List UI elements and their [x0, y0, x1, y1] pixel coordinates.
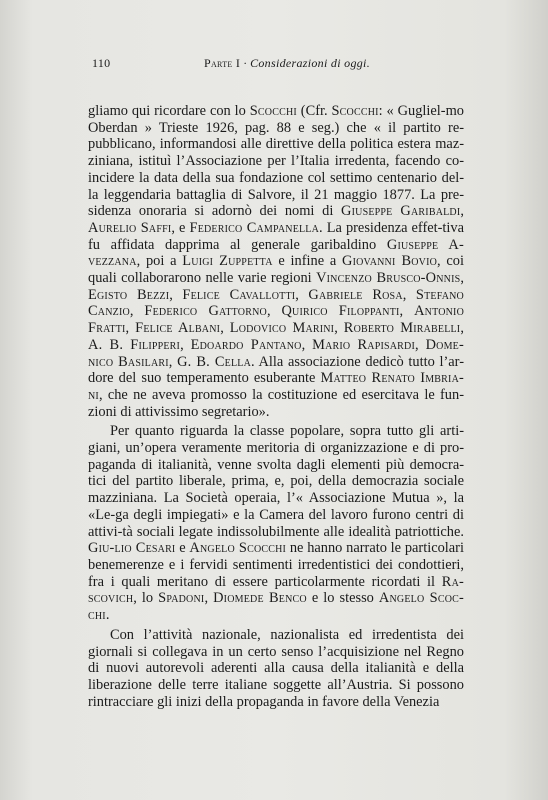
text-run: , poi a [136, 253, 183, 270]
text-run: e lo stesso [306, 590, 379, 607]
proper-name: G. B. Cella [177, 353, 251, 370]
text-run: , [204, 590, 214, 607]
proper-name: Spadoni [158, 590, 205, 607]
text-run: , e [171, 219, 190, 236]
text-run: . [105, 607, 110, 624]
proper-name: Angelo Scocchi [189, 540, 287, 557]
proper-name: Quirico Filoppanti [281, 303, 400, 320]
text-run: e infine a [272, 253, 343, 270]
proper-name: Scocchi [331, 103, 379, 119]
running-title [204, 56, 370, 71]
text-run: (Cfr. [296, 103, 332, 119]
text-run: , [169, 286, 183, 303]
proper-name: Lodovico Marini [229, 320, 335, 337]
text-run: , [460, 270, 464, 287]
body-text [88, 103, 464, 710]
text-run: , che ne aveva promosso la costituzione ed esercitava le fun-zioni di attivissimo segretario». [88, 386, 464, 420]
proper-name: Edoardo Pantano [190, 336, 302, 353]
text-run: , [402, 286, 416, 303]
text-run: , [125, 320, 136, 337]
proper-name: Giu-lio Cesari [88, 540, 176, 557]
text-run: , [460, 203, 464, 220]
text-run: Con l’attività nazionale, nazionalista ed irredentista dei giornali si collegava in un certo senso l’acquisizione nel Regno di nuovi autorevoli aderenti alla causa della italianità e della liberazione delle terre italiane soggette all’Austria. Si possono rintracciare gli inizi della propaganda in favore della Venezia [88, 626, 464, 710]
text-run: , coi quali collaborarono nelle varie regioni [88, 253, 464, 287]
proper-name: Angelo Scoc-chi [88, 590, 464, 624]
text-run: , [129, 303, 145, 320]
text-run: . La presidenza effet-tiva fu affidata dapprima al generale garibaldino [88, 219, 464, 253]
paragraph [88, 627, 464, 711]
text-run: , [334, 320, 344, 337]
proper-name: Giuseppe A-vezzana [88, 236, 464, 270]
proper-name: Diomede Benco [213, 590, 307, 607]
page-number: 110 [92, 56, 111, 70]
paragraph [88, 103, 464, 420]
chapter-title: Considerazioni di oggi. [250, 56, 370, 70]
proper-name: Federico Gattorno [144, 303, 267, 320]
text-run: , [399, 303, 415, 320]
proper-name: Scocchi [249, 103, 297, 119]
proper-name: Giuseppe Garibaldi [341, 203, 461, 220]
proper-name: Roberto Mirabelli [343, 320, 461, 337]
text-run: , [415, 336, 426, 353]
text-run: . Alla associazione dedicò tutto l’ar-dore del suo temperamento esuberante [88, 353, 464, 387]
proper-name: Gabriele Rosa [308, 286, 403, 303]
text-run: , lo [133, 590, 159, 607]
text-run: , [460, 320, 464, 337]
proper-name: Aurelio Saffi [88, 219, 172, 236]
text-run: , [168, 353, 178, 370]
running-head [92, 56, 370, 74]
proper-name: Antonio Fratti [88, 303, 464, 337]
text-run: , [301, 336, 313, 353]
text-run: , [295, 286, 309, 303]
proper-name: Federico Campanella [189, 219, 320, 236]
proper-name: Giovanni Bovio [342, 253, 438, 270]
text-run: , [220, 320, 230, 337]
proper-name: Stefano Canzio [88, 286, 464, 320]
proper-name: Mario Rapisardi [312, 336, 416, 353]
text-run: , [266, 303, 282, 320]
text-run: ne hanno narrato le particolari benemerenze e i fervidi sentimenti irredentistici dei condottieri, fra i quali meritano di essere particolarmente ricordati il [88, 540, 464, 590]
paragraph [88, 423, 464, 623]
proper-name: A. B. Filipperi [88, 336, 181, 353]
text-run: Per quanto riguarda la classe popolare, sopra tutto gli arti-giani, un’opera veramente meritoria di organizzazione e di pro-paganda di italianità, venne svolta dagli elementi più democra-tici del partito liberale, prima, e, poi, della democrazia sociale mazziniana. La Società operaia, l’« Associazione Mutua », la «Le-ga degli impiegati» e la Camera del lavoro furono centri di attivi-tà sociali legate indissolubilmente alle idealità patriottiche. [88, 423, 464, 540]
proper-name: Felice Cavallotti [182, 286, 296, 303]
proper-name: Ra-scovich [88, 573, 464, 607]
proper-name: Egisto Bezzi [88, 286, 170, 303]
text-run: : « Gugliel-mo Oberdan » Trieste 1926, pag. 88 e seg.) che « il partito re-pubblicano, informandosi alle direttive della politica estera maz-ziniana, istituì l’Associazione per l’Italia irredenta, facendo co-incidere la data della sua fondazione col settimo centenario del-la leggendaria battaglia di Salvore, il 21 maggio 1877. La pre-sidenza onoraria si adornò dei nomi di [88, 103, 464, 220]
text-run: gliamo qui ricordare con lo [88, 103, 250, 119]
part-label: Parte I [203, 56, 241, 70]
proper-name: Matteo Renato Imbria-ni [88, 370, 464, 403]
text-run: , [180, 336, 191, 353]
running-head-separator: · [240, 56, 251, 70]
proper-name: Luigi Zuppetta [182, 253, 273, 270]
proper-name: Dome-nico Basilari [88, 336, 464, 370]
proper-name: Vincenzo Brusco-Onnis [316, 270, 461, 287]
text-run: e [175, 540, 190, 557]
proper-name: Felice Albani [135, 320, 221, 337]
